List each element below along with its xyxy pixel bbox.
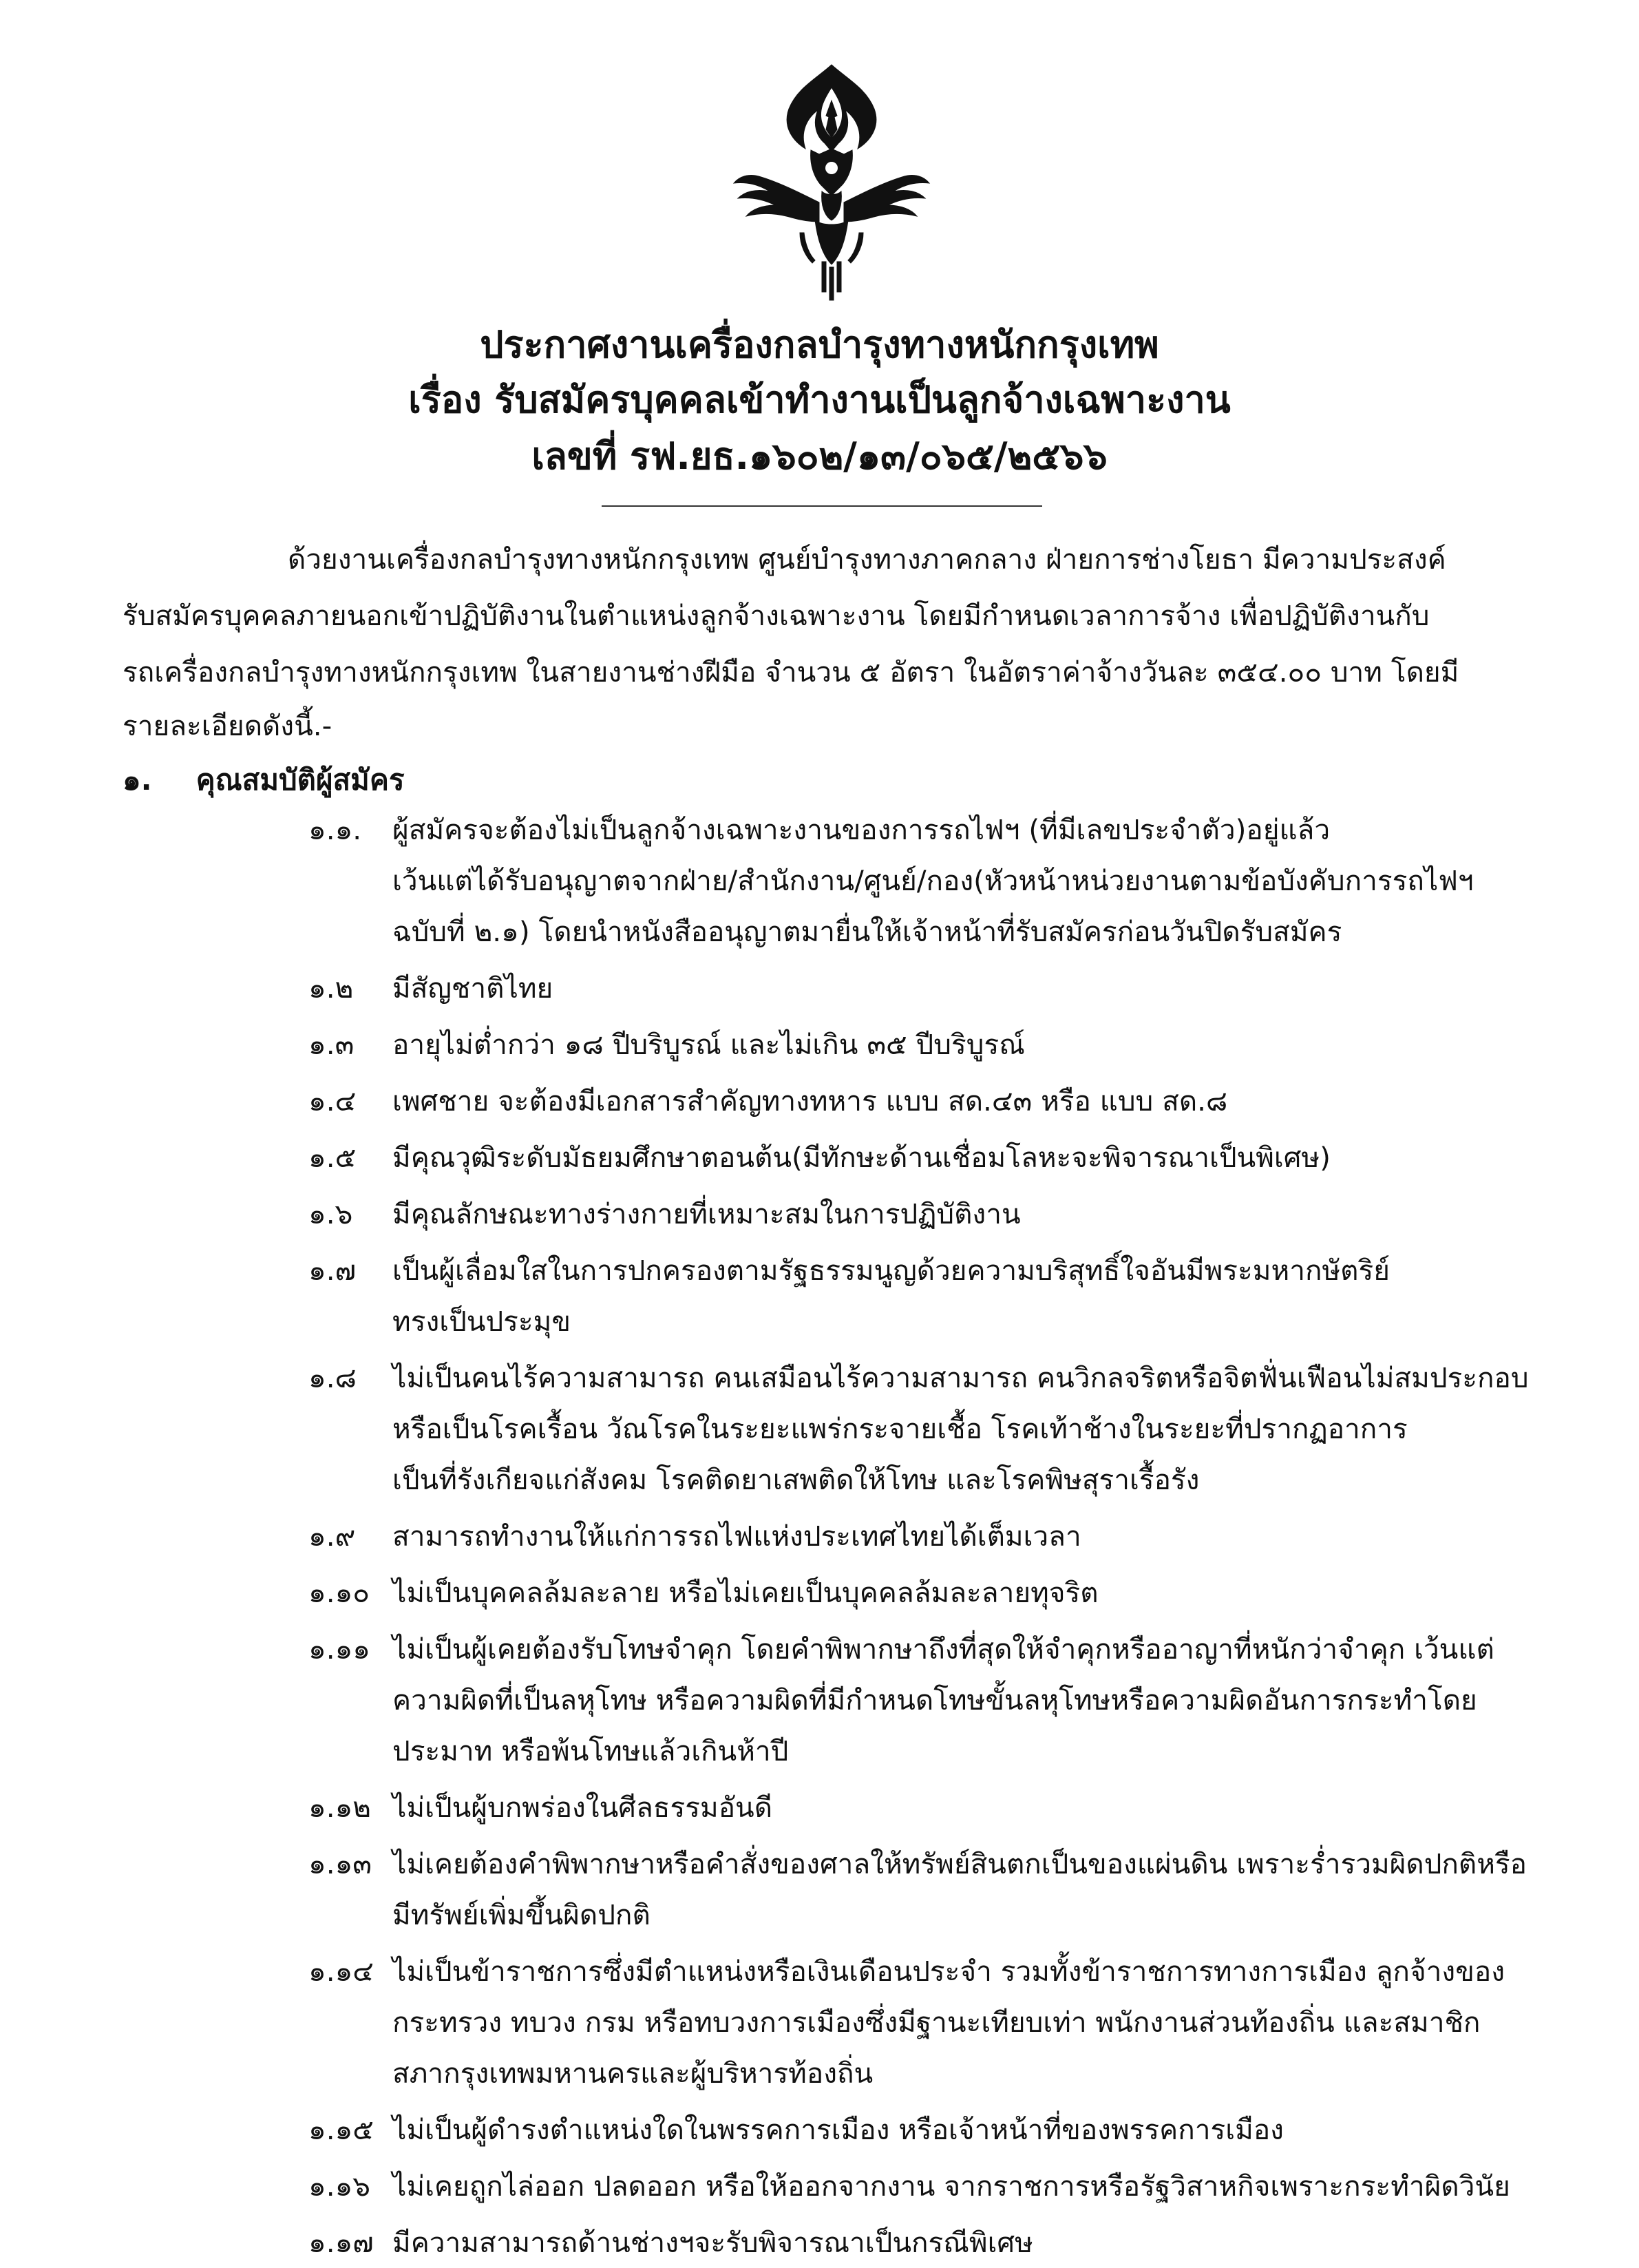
item-text-line: มีทรัพย์เพิ่มขึ้นผิดปกติ xyxy=(392,1898,651,1931)
item-text-line: ไม่เป็นข้าราชการซึ่งมีตำแหน่งหรือเงินเดือนประจำ รวมทั้งข้าราชการทางการเมือง ลูกจ้างของ xyxy=(392,1955,1505,1988)
item-text-line: ไม่เป็นผู้บกพร่องในศีลธรรมอันดี xyxy=(392,1791,773,1824)
item-number: ๑.๓ xyxy=(308,1028,355,1061)
item-number: ๑.๖ xyxy=(308,1197,353,1230)
qualification-item xyxy=(308,804,1603,957)
intro-line: ด้วยงานเครื่องกลบำรุงทางหนักกรุงเทพ ศูนย์บำรุงทางภาคกลาง ฝ่ายการช่างโยธา มีความประสงค์ xyxy=(288,543,1446,576)
qualification-item xyxy=(308,1075,1603,1126)
item-text-line: เป็นผู้เลื่อมใสในการปกครองตามรัฐธรรมนูญด้วยความบริสุทธิ์ใจอันมีพระมหากษัตริย์ xyxy=(392,1254,1390,1287)
announcement-title: ประกาศงานเครื่องกลบำรุงทางหนักกรุงเทพ xyxy=(480,323,1159,366)
qualification-item xyxy=(308,1245,1603,1347)
item-text-line: กระทรวง ทบวง กรม หรือทบวงการเมืองซึ่งมีฐานะเทียบเท่า พนักงานส่วนท้องถิ่น และสมาชิก xyxy=(392,2006,1481,2039)
item-number: ๑.๑๔ xyxy=(308,1955,374,1988)
section-title: คุณสมบัติผู้สมัคร xyxy=(195,763,405,797)
section-number: ๑. xyxy=(123,763,152,797)
item-text-line: ฉบับที่ ๒.๑) โดยนำหนังสืออนุญาตมายื่นให้เจ้าหน้าที่รับสมัครก่อนวันปิดรับสมัคร xyxy=(392,915,1342,948)
item-text-line: ไม่เคยต้องคำพิพากษาหรือคำสั่งของศาลให้ทรัพย์สินตกเป็นของแผ่นดิน เพราะร่ำรวมผิดปกติหรือ xyxy=(392,1847,1527,1880)
qualification-item xyxy=(308,1567,1603,1618)
item-number: ๑.๑. xyxy=(308,813,362,846)
item-text-line: สามารถทำงานให้แก่การรถไฟแห่งประเทศไทยได้เต็มเวลา xyxy=(392,1520,1081,1553)
item-text-line: มีความสามารถด้านช่างฯจะรับพิจารณาเป็นกรณีพิเศษ xyxy=(392,2226,1033,2259)
item-text-line: ไม่เป็นผู้เคยต้องรับโทษจำคุก โดยคำพิพากษาถึงที่สุดให้จำคุกหรืออาญาที่หนักว่าจำคุก เว้นแต่ xyxy=(392,1632,1494,1666)
item-number: ๑.๔ xyxy=(308,1084,357,1117)
item-number: ๑.๑๓ xyxy=(308,1847,372,1880)
qualification-item xyxy=(308,1019,1603,1070)
qualification-item xyxy=(308,1946,1603,2099)
intro-line: รถเครื่องกลบำรุงทางหนักกรุงเทพ ในสายงานช่างฝีมือ จำนวน ๕ อัตรา ในอัตราค่าจ้างวันละ ๓๕๔.๐๐ บาท โดยมี xyxy=(123,655,1459,689)
title-divider xyxy=(602,505,1042,507)
item-text-line: หรือเป็นโรคเรื้อน วัณโรคในระยะแพร่กระจายเชื้อ โรคเท้าช้างในระยะที่ปรากฏอาการ xyxy=(392,1412,1408,1445)
qualification-item xyxy=(308,1511,1603,1562)
item-number: ๑.๒ xyxy=(308,972,354,1005)
item-text-line: เป็นที่รังเกียจแก่สังคม โรคติดยาเสพติดให้โทษ และโรคพิษสุราเรื้อรัง xyxy=(392,1463,1200,1496)
item-text-line: เพศชาย จะต้องมีเอกสารสำคัญทางทหาร แบบ สด.๔๓ หรือ แบบ สด.๘ xyxy=(392,1084,1228,1117)
item-number: ๑.๑๖ xyxy=(308,2170,370,2203)
qualification-item xyxy=(308,2217,1603,2268)
item-text-line: มีสัญชาติไทย xyxy=(392,972,553,1005)
item-text-line: เว้นแต่ได้รับอนุญาตจากฝ่าย/สำนักงาน/ศูนย์/กอง(หัวหน้าหน่วยงานตามข้อบังคับการรถไฟฯ xyxy=(392,864,1474,897)
item-text-line: ประมาท หรือพ้นโทษแล้วเกินห้าปี xyxy=(392,1734,789,1767)
item-text-line: มีคุณลักษณะทางร่างกายที่เหมาะสมในการปฏิบัติงาน xyxy=(392,1197,1021,1230)
item-text-line: ทรงเป็นประมุข xyxy=(392,1305,571,1338)
item-text-line: มีคุณวุฒิระดับมัธยมศึกษาตอนต้น(มีทักษะด้านเชื่อมโลหะจะพิจารณาเป็นพิเศษ) xyxy=(392,1141,1331,1174)
item-number: ๑.๕ xyxy=(308,1141,357,1174)
announcement-subject: เรื่อง รับสมัครบุคคลเข้าทำงานเป็นลูกจ้างเฉพาะงาน xyxy=(408,378,1231,421)
item-text-line: ไม่เป็นคนไร้ความสามารถ คนเสมือนไร้ความสามารถ คนวิกลจริตหรือจิตฟั่นเฟือนไม่สมประกอบ xyxy=(392,1361,1529,1394)
qualification-item xyxy=(308,2104,1603,2155)
intro-line: รายละเอียดดังนี้.- xyxy=(123,709,332,742)
item-text-line: ไม่เป็นผู้ดำรงตำแหน่งใดในพรรคการเมือง หรือเจ้าหน้าที่ของพรรคการเมือง xyxy=(392,2113,1284,2146)
qualification-item xyxy=(308,2161,1603,2212)
qualification-item xyxy=(308,1188,1603,1239)
item-text-line: อายุไม่ต่ำกว่า ๑๘ ปีบริบูรณ์ และไม่เกิน ๓๕ ปีบริบูรณ์ xyxy=(392,1028,1025,1061)
item-text-line: ความผิดที่เป็นลหุโทษ หรือความผิดที่มีกำหนดโทษขั้นลหุโทษหรือความผิดอันการกระทำโดย xyxy=(392,1683,1477,1716)
qualification-item xyxy=(308,1782,1603,1833)
qualification-item xyxy=(308,1352,1603,1505)
item-text-line: ไม่เป็นบุคคลล้มละลาย หรือไม่เคยเป็นบุคคลล้มละลายทุจริต xyxy=(392,1576,1099,1609)
item-number: ๑.๑๗ xyxy=(308,2226,374,2259)
qualification-item xyxy=(308,1838,1603,1940)
item-number: ๑.๘ xyxy=(308,1361,357,1394)
item-number: ๑.๑๒ xyxy=(308,1791,371,1824)
item-number: ๑.๗ xyxy=(308,1254,357,1287)
item-number: ๑.๑๑ xyxy=(308,1632,370,1666)
item-text-line: ไม่เคยถูกไล่ออก ปลดออก หรือให้ออกจากงาน จากราชการหรือรัฐวิสาหกิจเพราะกระทำผิดวินัย xyxy=(392,2170,1510,2203)
announcement-number: เลขที่ รฟ.ยธ.๑๖๐๒/๑๓/๐๖๕/๒๕๖๖ xyxy=(531,434,1108,478)
item-text-line: ผู้สมัครจะต้องไม่เป็นลูกจ้างเฉพาะงานของการรถไฟฯ (ที่มีเลขประจำตัว)อยู่แล้ว xyxy=(392,813,1331,846)
item-text-line: สภากรุงเทพมหานครและผู้บริหารท้องถิ่น xyxy=(392,2057,874,2090)
qualification-list xyxy=(308,804,1603,2268)
qualification-item xyxy=(308,1132,1603,1183)
intro-line: รับสมัครบุคคลภายนอกเข้าปฏิบัติงานในตำแหน่งลูกจ้างเฉพาะงาน โดยมีกำหนดเวลาการจ้าง เพื่อปฏิบัติงานกับ xyxy=(123,599,1430,632)
qualification-item xyxy=(308,1624,1603,1776)
qualification-item xyxy=(308,963,1603,1014)
item-number: ๑.๙ xyxy=(308,1520,356,1553)
item-number: ๑.๑๐ xyxy=(308,1576,370,1609)
state-railway-emblem xyxy=(728,61,935,302)
item-number: ๑.๑๕ xyxy=(308,2113,374,2146)
section-heading xyxy=(123,757,405,803)
